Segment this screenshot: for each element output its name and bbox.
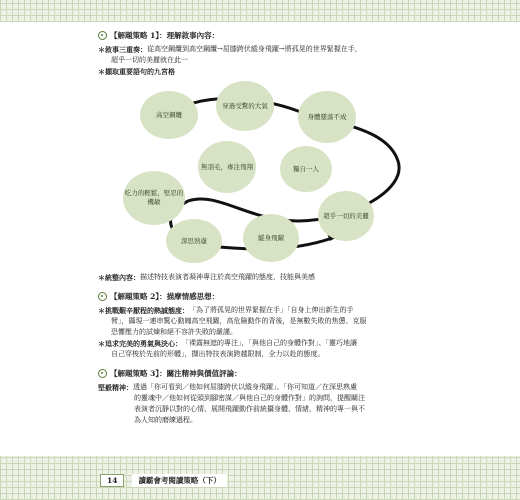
owl-icon — [98, 369, 107, 378]
s3-row-1 — [98, 382, 414, 393]
s2-text-1c: 恐懼壓力的試煉和絕不容許失敗的嚴謹。 — [111, 328, 237, 336]
s2-key-2: ＊追求完美的勇氣與決心： — [98, 339, 182, 348]
three-key-row — [98, 44, 414, 55]
s2-text-2: 「裸露無遮的專注」，「與他自己的身體作對」、「靈巧地讓 — [182, 339, 357, 347]
node-9-label: 超乎一切的美麗 — [323, 211, 369, 220]
book-title: 讀霸會考閱讀策略（下） — [132, 474, 227, 487]
s3-text-1c: 表演者沉靜以對的心情、展開飛躍動作前統攝身體、情緒，精神的專一與不 — [134, 405, 365, 413]
strategy-2-header — [98, 291, 414, 302]
s3-text-1b: 的靈魂中／他如何從頭到腳密謀／與他自己的身體作對」的詢問，提醒關注 — [134, 394, 365, 402]
three-key-text-cont: 超乎一切的美麗就在此一 — [111, 56, 188, 64]
node-8 — [243, 214, 299, 262]
extract-label: ＊擷取重要語句的九宮格 — [98, 67, 175, 76]
strategy-1-header — [98, 30, 414, 41]
strategy-3-header — [98, 368, 414, 379]
page-number: 14 — [100, 474, 124, 487]
s3-text-1d: 為人知的磨練過程。 — [134, 416, 197, 424]
summary-label: ＊統整內容： — [98, 273, 140, 282]
summary-row — [98, 272, 414, 283]
s3-text-1: 透過「你可看到／他如何屈膝跨伏以縱身飛躍」、「你可知道／在深思熟慮 — [133, 383, 357, 391]
strategy-3-title: 【解題策略 3】：關注精神與價值評論： — [110, 369, 242, 378]
strategy-1-title: 【解題策略 1】：理解敘事內容： — [110, 31, 220, 40]
page-footer — [100, 474, 227, 487]
node-6-label: 吃力的輕鬆，堅忍的機敏 — [124, 189, 184, 206]
bottom-decorative-band — [0, 456, 520, 500]
three-key-text: 從高空鋼纜到高空鋼纜→屈膝跨伏縱身飛躍→將孤晃的世界緊握在手， — [147, 45, 362, 53]
node-4 — [198, 141, 256, 193]
strategy-1-section — [98, 30, 414, 77]
node-9 — [318, 191, 374, 241]
s2-text-1: 「為了將孤晃的世界緊握在手」「自身上伸出新生的手 — [189, 306, 354, 314]
node-7-label: 深思熟慮 — [181, 236, 207, 245]
strategy-2-section — [98, 291, 414, 360]
three-key-label: ＊敘事三重奏： — [98, 45, 147, 54]
summary-text: 描述特技表演者凝神專注於高空飛躍的態度、技能與美感 — [140, 273, 315, 281]
s2-row-2 — [98, 338, 414, 349]
node-5 — [280, 146, 332, 192]
node-7 — [166, 219, 222, 263]
node-8-label: 縱身飛躍 — [258, 233, 284, 242]
node-2-label: 穿過受驚的大氣 — [222, 101, 268, 110]
node-6 — [123, 171, 185, 225]
s2-key-1: ＊挑戰艱辛厭程的熱誠態度： — [98, 306, 189, 315]
nine-grid-diagram — [98, 81, 414, 266]
s2-row-1 — [98, 305, 414, 316]
s2-text-2b: 自己穿梭於先前的形體」，擷出特技表演跨越限制，全力以赴的態度。 — [111, 350, 325, 358]
node-3 — [298, 91, 356, 143]
summary-line — [98, 272, 414, 283]
node-1-label: 高空鋼纜 — [156, 110, 182, 119]
node-1 — [140, 91, 198, 139]
strategy-2-title: 【解題策略 2】：描摩情感思想： — [110, 292, 220, 301]
s2-text-1b: 臂」，攝現一連串驚心動魄高空飛躍，高危險動作的背後，是無數失敗的焦憊、克服 — [111, 317, 367, 325]
node-3-label: 身體墜落不成 — [307, 112, 347, 121]
s3-key-1: 堅毅精神： — [98, 383, 133, 392]
node-4-label: 無羽毛，專注飛翔 — [201, 162, 253, 171]
owl-icon — [98, 31, 107, 40]
node-5-label: 獨自一人 — [293, 164, 319, 173]
node-2 — [216, 81, 274, 131]
owl-icon — [98, 292, 107, 301]
strategy-3-section — [98, 368, 414, 426]
page-content — [98, 30, 414, 426]
top-decorative-band — [0, 0, 520, 22]
